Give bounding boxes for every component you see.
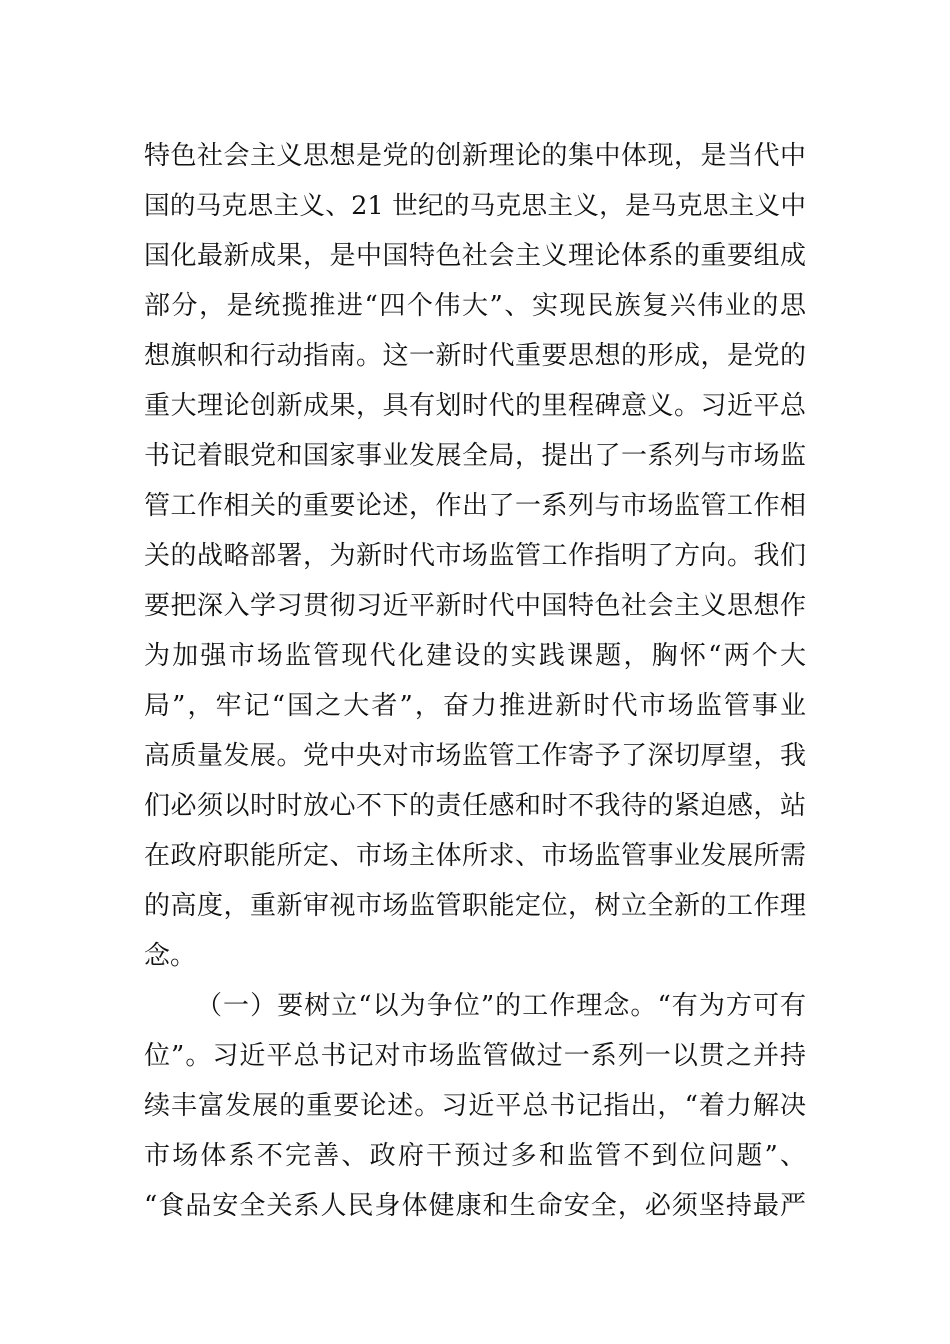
text-line: 位”。习近平总书记对市场监管做过一系列一以贯之并持 xyxy=(144,1041,806,1071)
text-line: 国化最新成果，是中国特色社会主义理论体系的重要组成 xyxy=(144,241,806,271)
text-line: 续丰富发展的重要论述。习近平总书记指出，“着力解决 xyxy=(144,1091,806,1121)
text-line: “食品安全关系人民身体健康和生命安全，必须坚持最严 xyxy=(144,1191,806,1221)
text-line: 念。 xyxy=(144,941,197,971)
text-line: 重大理论创新成果，具有划时代的里程碑意义。习近平总 xyxy=(144,391,806,421)
text-line: 国的马克思主义、21 世纪的马克思主义，是马克思主义中 xyxy=(144,191,806,221)
text-line: 高质量发展。党中央对市场监管工作寄予了深切厚望，我 xyxy=(144,741,806,771)
text-line: 局”，牢记“国之大者”，奋力推进新时代市场监管事业 xyxy=(144,691,806,721)
text-line: 书记着眼党和国家事业发展全局，提出了一系列与市场监 xyxy=(144,441,806,471)
section-heading-line: （一）要树立“以为争位”的工作理念。“有为方可有 xyxy=(196,991,806,1021)
text-line: 特色社会主义思想是党的创新理论的集中体现，是当代中 xyxy=(144,141,806,171)
text-line: 管工作相关的重要论述，作出了一系列与市场监管工作相 xyxy=(144,491,806,521)
text-line: 的高度，重新审视市场监管职能定位，树立全新的工作理 xyxy=(144,891,806,921)
text-line: 要把深入学习贯彻习近平新时代中国特色社会主义思想作 xyxy=(144,591,806,621)
text-line: 在政府职能所定、市场主体所求、市场监管事业发展所需 xyxy=(144,841,806,871)
text-line: 为加强市场监管现代化建设的实践课题，胸怀“两个大 xyxy=(144,641,806,671)
text-line: 们必须以时时放心不下的责任感和时不我待的紧迫感，站 xyxy=(144,791,806,821)
text-line: 部分，是统揽推进“四个伟大”、实现民族复兴伟业的思 xyxy=(144,291,806,321)
body-text xyxy=(144,131,806,1231)
text-line: 关的战略部署，为新时代市场监管工作指明了方向。我们 xyxy=(144,541,806,571)
text-line: 想旗帜和行动指南。这一新时代重要思想的形成，是党的 xyxy=(144,341,806,371)
text-line: 市场体系不完善、政府干预过多和监管不到位问题”、 xyxy=(144,1141,806,1171)
